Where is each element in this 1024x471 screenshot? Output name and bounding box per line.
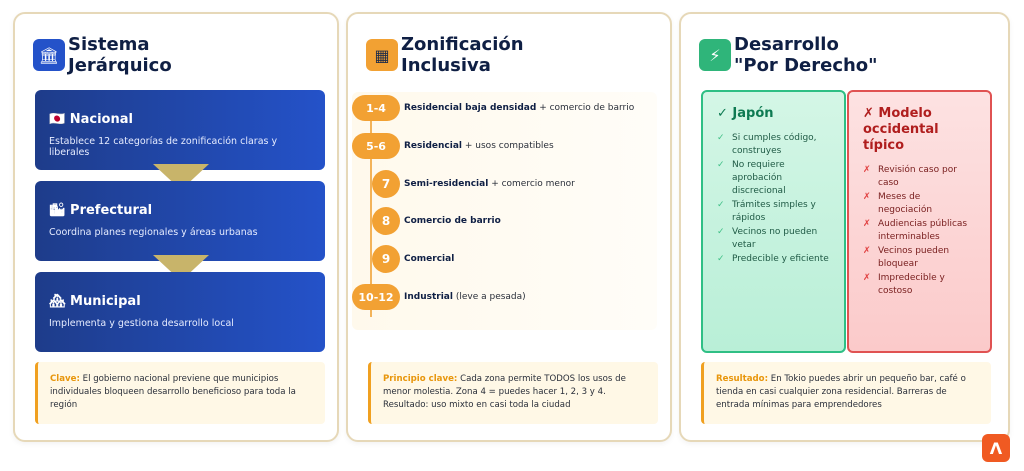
grid-building-icon: ▦ xyxy=(366,39,398,71)
list-item xyxy=(717,253,830,266)
zone-number: 10-12 xyxy=(352,284,400,310)
brand-logo-icon[interactable]: Λ xyxy=(982,434,1010,462)
list-item xyxy=(717,132,830,158)
lightning-icon: ⚡ xyxy=(699,39,731,71)
note-text: Cada zona permite TODOS los usos de menor molestia. Zona 4 = puedes hacer 1, 2, 3 y 4. Resultado: uso mixto en casi toda la ciudad xyxy=(383,374,626,410)
item-text: Vecinos pueden bloquear xyxy=(878,246,950,269)
item-text: Predecible y eficiente xyxy=(732,254,829,264)
item-text: Revisión caso por caso xyxy=(878,165,957,188)
by-right-header xyxy=(699,34,878,76)
principle-note xyxy=(368,362,658,424)
zone-number: 8 xyxy=(372,207,400,235)
zone-extra: + comercio menor xyxy=(491,179,575,189)
zoning-header xyxy=(366,34,524,76)
check-icon: ✓ xyxy=(717,254,725,264)
zoning-card xyxy=(346,12,672,442)
cross-icon: ✗ xyxy=(863,246,871,256)
hierarchy-title: Sistema Jerárquico xyxy=(68,34,172,76)
level-label: Nacional xyxy=(69,112,133,127)
western-title: ✗ Modelo occidental típico xyxy=(863,106,939,153)
japan-box xyxy=(701,90,846,353)
list-item xyxy=(863,191,976,217)
japan-list xyxy=(717,132,830,266)
zone-number: 1-4 xyxy=(352,95,400,121)
zone-row xyxy=(372,245,672,273)
list-item xyxy=(717,226,830,252)
zone-row xyxy=(352,94,652,122)
zone-row xyxy=(352,283,652,311)
japan-title: ✓ Japón xyxy=(717,106,774,121)
item-text: No requiere aprobación discrecional xyxy=(732,160,786,196)
note-key: Clave: xyxy=(50,374,80,384)
western-list xyxy=(863,164,976,298)
zoning-title: Zonificación Inclusiva xyxy=(401,34,524,76)
zone-name: Comercial xyxy=(404,254,455,264)
list-item xyxy=(863,164,976,190)
note-text: El gobierno nacional previene que municipios individuales bloqueen desarrollo beneficioso para toda la región xyxy=(50,374,296,410)
item-text: Impredecible y costoso xyxy=(878,273,945,296)
list-item xyxy=(717,199,830,225)
zone-extra: + comercio de barrio xyxy=(539,103,635,113)
zone-name: Industrial xyxy=(404,292,453,302)
zone-name: Semi-residencial xyxy=(404,179,489,189)
level-prefectural xyxy=(35,181,325,261)
zone-extra: + usos compatibles xyxy=(464,141,554,151)
zone-name: Comercio de barrio xyxy=(404,216,501,226)
level-desc: Coordina planes regionales y áreas urbanas xyxy=(49,227,258,238)
item-text: Trámites simples y rápidos xyxy=(732,200,816,223)
cross-icon: ✗ xyxy=(863,219,871,229)
key-note xyxy=(35,362,325,424)
cross-icon: ✗ xyxy=(863,273,871,283)
item-text: Si cumples código, construyes xyxy=(732,133,817,156)
zone-row xyxy=(352,132,652,160)
zone-number: 5-6 xyxy=(352,133,400,159)
level-national xyxy=(35,90,325,170)
note-text: En Tokio puedes abrir un pequeño bar, café o tienda en casi cualquier zona residencial. Barreras de entrada mínimas para emprendedores xyxy=(716,374,966,410)
houses-icon: 🏘 xyxy=(49,294,66,309)
item-text: Audiencias públicas interminables xyxy=(878,219,968,242)
item-text: Vecinos no pueden vetar xyxy=(732,227,818,250)
by-right-card xyxy=(679,12,1010,442)
zone-number: 9 xyxy=(372,245,400,273)
cross-icon: ✗ xyxy=(863,165,871,175)
level-desc: Establece 12 categorías de zonificación claras y liberales xyxy=(49,136,278,158)
list-item xyxy=(863,245,976,271)
zone-row xyxy=(372,170,672,198)
check-icon: ✓ xyxy=(717,133,725,143)
zone-name: Residencial baja densidad xyxy=(404,103,537,113)
check-icon: ✓ xyxy=(717,200,725,210)
check-icon: ✓ xyxy=(717,160,725,170)
list-item xyxy=(717,159,830,198)
list-item xyxy=(863,218,976,244)
hierarchy-header xyxy=(33,34,172,76)
level-label: Municipal xyxy=(70,294,141,309)
list-item xyxy=(863,272,976,298)
government-building-icon: 🏛 xyxy=(33,39,65,71)
western-box xyxy=(847,90,992,353)
result-note xyxy=(701,362,991,424)
hierarchy-card xyxy=(13,12,339,442)
note-key: Resultado: xyxy=(716,374,769,384)
by-right-title: Desarrollo "Por Derecho" xyxy=(734,34,878,76)
cityscape-icon: 🏙 xyxy=(49,203,66,218)
zone-row xyxy=(372,207,672,235)
level-label: Prefectural xyxy=(70,203,153,218)
zone-name: Residencial xyxy=(404,141,463,151)
level-municipal xyxy=(35,272,325,352)
check-icon: ✓ xyxy=(717,227,725,237)
flag-icon: 🇯🇵 xyxy=(49,112,66,127)
note-key: Principio clave: xyxy=(383,374,458,384)
item-text: Meses de negociación xyxy=(878,192,933,215)
zone-extra: (leve a pesada) xyxy=(455,292,526,302)
cross-icon: ✗ xyxy=(863,192,871,202)
level-desc: Implementa y gestiona desarrollo local xyxy=(49,318,234,329)
zone-number: 7 xyxy=(372,170,400,198)
